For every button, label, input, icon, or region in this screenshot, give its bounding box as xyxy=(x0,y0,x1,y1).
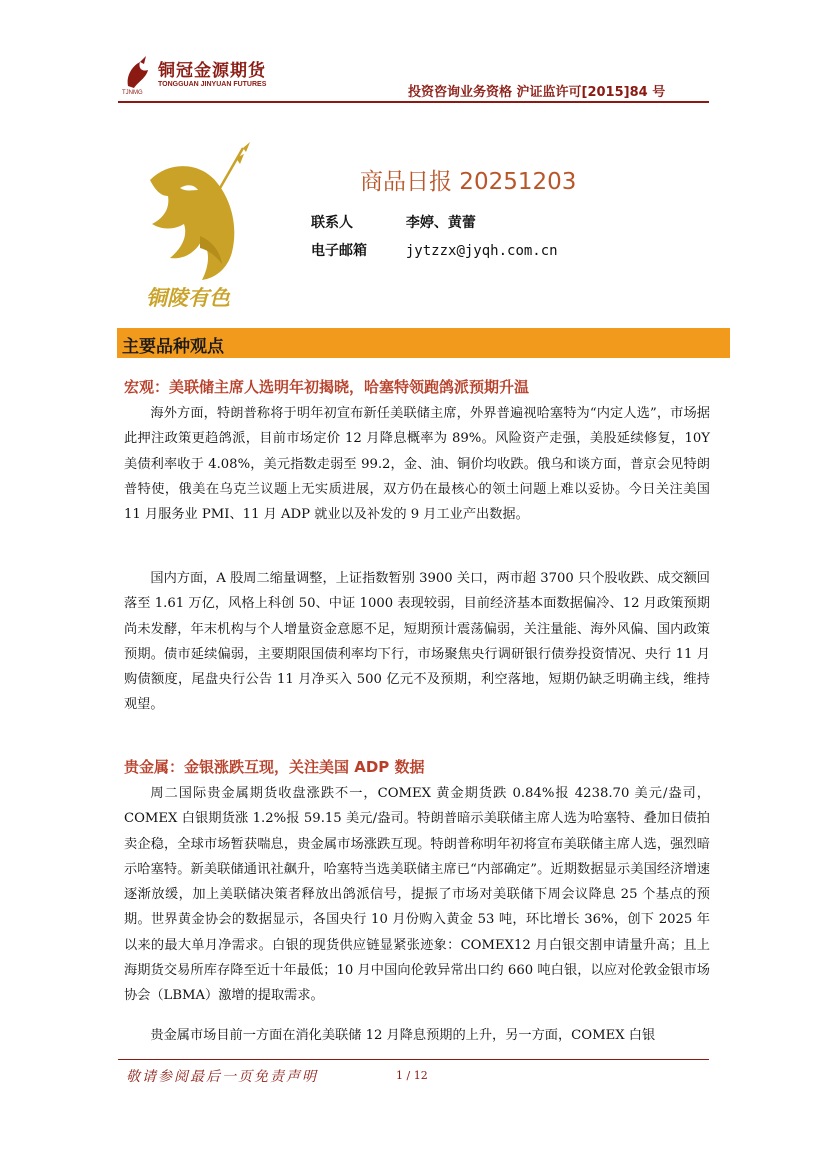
precious-heading: 贵金属：金银涨跌互现，关注美国 ADP 数据 xyxy=(124,758,425,776)
company-abbr: TJNMG xyxy=(122,90,143,96)
disclaimer-note: 敬请参阅最后一页免责声明 xyxy=(126,1069,318,1085)
email-link[interactable]: jytzzx@jyqh.com.cn xyxy=(405,243,558,259)
tongling-emblem-icon xyxy=(140,140,270,315)
contact-value: 李婷、黄蕾 xyxy=(405,215,476,231)
license-info: 投资咨询业务资格 沪证监许可[2015]84 号 xyxy=(408,85,666,100)
macro-heading: 宏观：美联储主席人选明年初揭晓，哈塞特领跑鸽派预期升温 xyxy=(124,378,530,396)
footer-divider xyxy=(118,1059,709,1060)
logo-mark-icon xyxy=(122,52,156,92)
page-number: 1 / 12 xyxy=(396,1069,428,1082)
macro-paragraph-2: 国内方面，A 股周二缩量调整，上证指数暂别 3900 关口，两市超 3700 只个股收跌、成交额回落至 1.61 万亿，风格上科创 50、中证 1000 表现较弱，目前经济基本面数据偏冷、12 月政策预期尚未发酵，年末机构与个人增量资金意愿不足，短期预计震荡偏弱，关注量能、海外风偏、国内政策预期。债市延续偏弱，主要期限国债利率均下行，市场聚焦央行调研银行债券投资情况、央行 11 月购债额度，尾盘央行公告 11 月净买入 500 亿元不及预期，利空落地，短期仍缺乏明确主线，维持观望。 xyxy=(124,571,710,713)
macro-paragraph-1: 海外方面，特朗普称将于明年初宣布新任美联储主席，外界普遍视哈塞特为“内定人选”，市场据此押注政策更趋鸽派，目前市场定价 12 月降息概率为 89%。风险资产走强，美股延续修复，10Y 美债利率收于 4.08%，美元指数走弱至 99.2，金、油、铜价均收跌。俄乌和谈方面，普京会见特朗普特使，俄美在乌克兰议题上无实质进展，双方仍在最核心的领土问题上难以妥协。今日关注美国 11 月服务业 PMI、11 月 ADP 就业以及补发的 9 月工业产出数据。 xyxy=(124,406,710,523)
header-divider xyxy=(118,101,709,103)
email-label: 电子邮箱 xyxy=(311,243,367,259)
company-name-cn: 铜冠金源期货 xyxy=(158,61,266,81)
company-name-en: TONGGUAN JINYUAN FUTURES xyxy=(158,81,267,88)
contact-row xyxy=(311,212,476,232)
emblem-signature: 铜陵有色 xyxy=(146,285,230,310)
report-title: 商品日报 20251203 xyxy=(360,169,577,195)
email-row xyxy=(311,240,558,260)
precious-paragraph-2: 贵金属市场目前一方面在消化美联储 12 月降息预期的上升，另一方面，COMEX 白银 xyxy=(150,1028,656,1043)
company-logo xyxy=(122,52,282,100)
section-header xyxy=(117,328,730,358)
contact-label: 联系人 xyxy=(311,215,353,231)
precious-paragraph-1: 周二国际贵金属期货收盘涨跌不一，COMEX 黄金期货跌 0.84%报 4238.70 美元/盎司，COMEX 白银期货涨 1.2%报 59.15 美元/盎司。特朗普暗示美联储主席人选为哈塞特、叠加日债拍卖企稳，全球市场暂获喘息，贵金属市场涨跌互现。特朗普称明年初将宣布美联储主席人选，强烈暗示哈塞特。新美联储通讯社飙升，哈塞特当选美联储主席已“内部确定”。近期数据显示美国经济增速逐渐放缓，加上美联储决策者释放出鸽派信号，提振了市场对美联储下周会议降息 25 个基点的预期。世界黄金协会的数据显示，各国央行 10 月份购入黄金 53 吨，环比增长 36%，创下 2025 年以来的最大单月净需求。白银的现货供应链显紧张迹象：COMEX12 月白银交割申请量升高；且上海期货交易所库存降至近十年最低；10 月中国向伦敦异常出口约 660 吨白银，以应对伦敦金银市场协会（LBMA）激增的提取需求。 xyxy=(124,786,710,1004)
section-title: 主要品种观点 xyxy=(122,337,224,357)
